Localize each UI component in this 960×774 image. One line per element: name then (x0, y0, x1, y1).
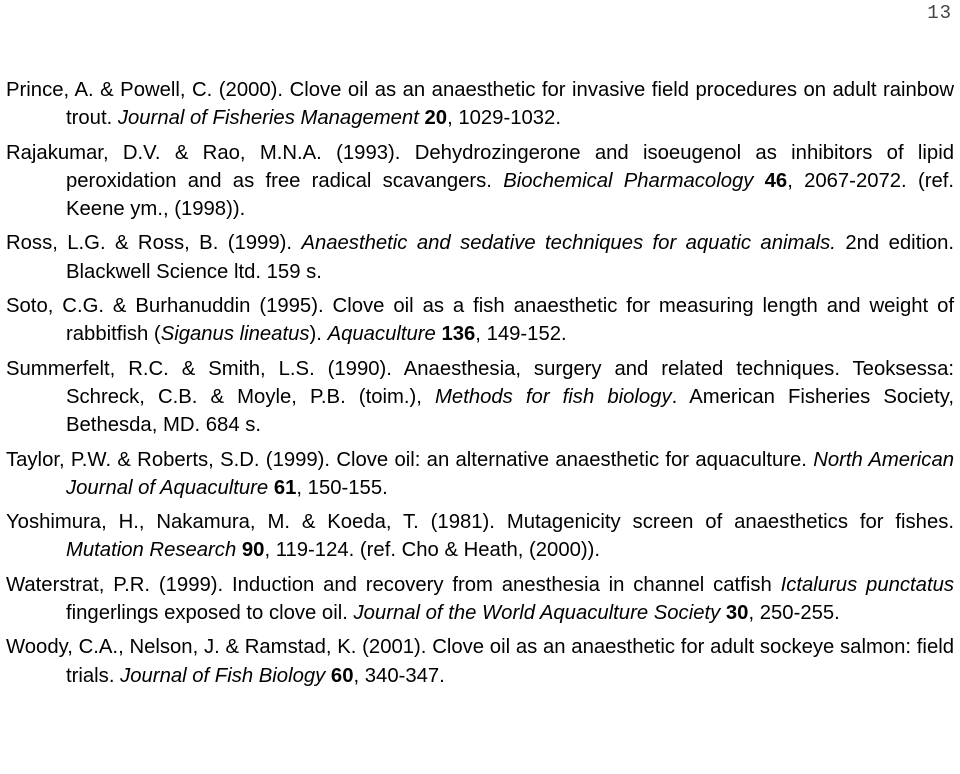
reference-pages: , 2067-2072. (787, 169, 907, 192)
reference-entry (6, 355, 954, 440)
reference-editors: Teoksessa: Schreck, C.B. & Moyle, P.B. (toim.), (66, 357, 954, 408)
reference-pages: , 340-347. (353, 664, 445, 687)
reference-species: Siganus lineatus (160, 323, 310, 346)
reference-volume: 20 (424, 107, 448, 130)
reference-journal: North American Journal of Aquaculture (66, 448, 955, 499)
reference-authors-year: Rajakumar, D.V. & Rao, M.N.A. (1993). (6, 141, 401, 164)
reference-volume: 90 (241, 539, 265, 562)
reference-book-title: Anaesthetic and sedative techniques for aquatic animals. (301, 232, 836, 255)
reference-entry (6, 139, 954, 224)
reference-entry (6, 76, 954, 133)
reference-title: Dehydrozingerone and isoeugenol as inhibitors of lipid peroxidation and as free radical scavangers. (66, 141, 954, 192)
reference-note: (ref. Keene ym., (1998)). (66, 169, 954, 221)
reference-pages: , 250-255. (748, 602, 840, 625)
reference-entry (6, 571, 954, 628)
reference-title-before: Clove oil as a fish anaesthetic for measuring length and weight of rabbitfish ( (66, 295, 954, 346)
reference-volume: 60 (330, 664, 354, 687)
reference-title: Clove oil: an alternative anaesthetic for aquaculture. (336, 448, 807, 471)
reference-volume: 61 (273, 476, 297, 499)
reference-authors-year: Waterstrat, P.R. (1999). (6, 573, 224, 596)
reference-journal: Biochemical Pharmacology (503, 169, 754, 192)
reference-title: Mutagenicity screen of anaesthetics for fishes. (506, 511, 954, 534)
reference-authors-year: Summerfelt, R.C. & Smith, L.S. (1990). (6, 357, 392, 380)
reference-title-after: fingerlings exposed to clove oil. (66, 602, 348, 625)
reference-title-after: ). (309, 323, 322, 346)
reference-authors-year: Yoshimura, H., Nakamura, M. & Koeda, T. (1981). (6, 511, 495, 534)
reference-volume: 46 (764, 169, 788, 192)
reference-journal: Journal of Fish Biology (120, 664, 326, 687)
reference-authors-year: Ross, L.G. & Ross, B. (1999). (6, 232, 293, 255)
reference-pages: , 150-155. (296, 476, 388, 499)
reference-title: Anaesthesia, surgery and related techniques. (403, 357, 840, 380)
reference-title: Clove oil as an anaesthetic for adult sockeye salmon: field trials. (66, 636, 955, 687)
reference-pages: , 149-152. (475, 323, 567, 346)
reference-pages: , 119-124. (264, 539, 355, 562)
reference-journal: Mutation Research (66, 539, 237, 562)
reference-authors-year: Soto, C.G. & Burhanuddin (1995). (6, 295, 324, 318)
reference-pages: , 1029-1032. (447, 107, 561, 130)
reference-publisher: . American Fisheries Society, Bethesda, MD. 684 s. (66, 385, 954, 437)
reference-authors-year: Prince, A. & Powell, C. (2000). (6, 79, 284, 101)
reference-journal: Journal of Fisheries Management (117, 107, 419, 130)
reference-title-before: Induction and recovery from anesthesia in channel catfish (231, 573, 772, 596)
reference-title: Clove oil as an anaesthetic for invasive field procedures on adult rainbow trout. (66, 79, 955, 130)
reference-list (6, 76, 954, 690)
reference-species: Ictalurus punctatus (780, 573, 954, 596)
reference-note: (ref. Cho & Heath, (2000)). (359, 539, 601, 562)
reference-authors-year: Taylor, P.W. & Roberts, S.D. (1999). (6, 448, 331, 471)
reference-entry (6, 508, 954, 565)
reference-journal: Aquaculture (327, 323, 436, 346)
reference-entry (6, 229, 954, 286)
reference-journal: Journal of the World Aquaculture Society (353, 602, 721, 625)
reference-entry (6, 633, 954, 690)
reference-volume: 136 (441, 323, 476, 346)
reference-book-title: Methods for fish biology (435, 385, 672, 408)
reference-volume: 30 (725, 602, 749, 625)
page-number: 13 (927, 2, 952, 24)
reference-entry (6, 292, 954, 349)
reference-publisher: 2nd edition. Blackwell Science ltd. 159 s. (66, 232, 955, 283)
reference-authors-year: Woody, C.A., Nelson, J. & Ramstad, K. (2001). (6, 636, 427, 659)
reference-entry (6, 446, 954, 503)
